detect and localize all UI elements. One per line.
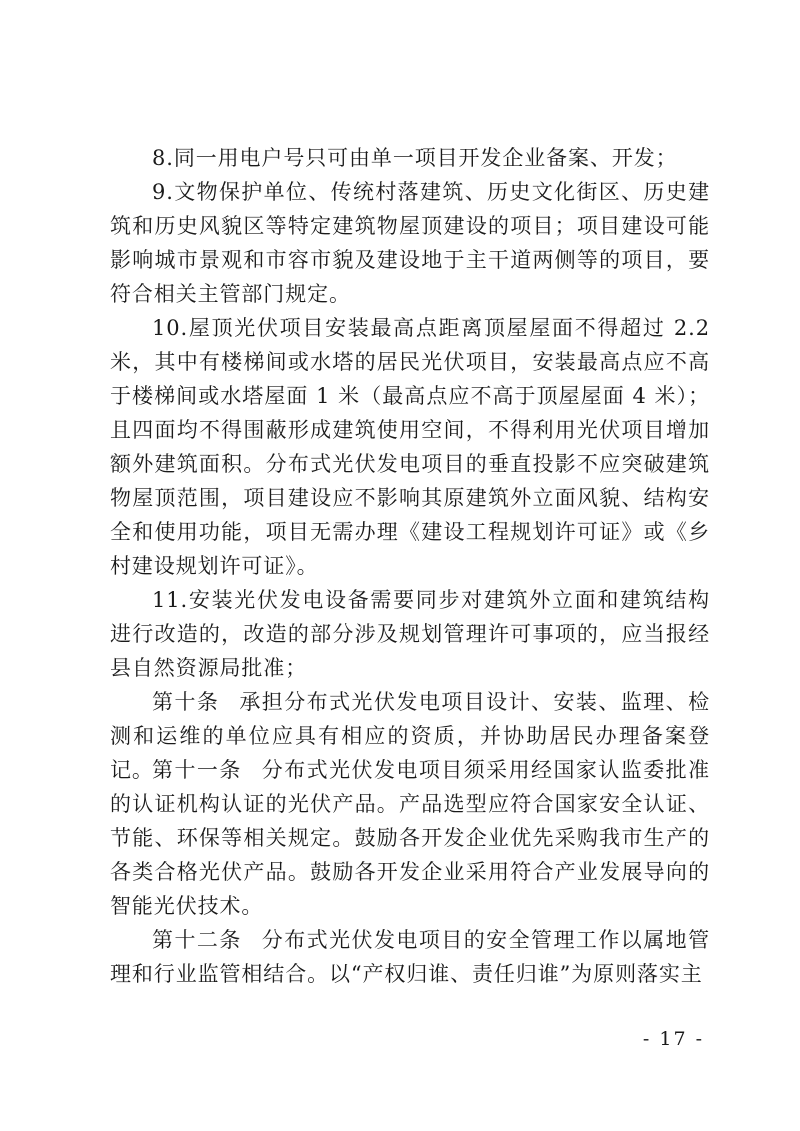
paragraph-item-10: 10.屋顶光伏项目安装最高点距离顶屋屋面不得超过 2.2 米，其中有楼梯间或水塔的居民光伏项目，安装最高点应不高于楼梯间或水塔屋面 1 米（最高点应不高于顶屋屋面 4 米）；且四面均不得围蔽形成建筑使用空间，不得利用光伏项目增加额外建筑面积。分布式光伏发电项目的垂直投影不应突破建筑物屋顶范围，项目建设应不影响其原建筑外立面风貌、结构安全和使用功能，项目无需办理《建设工程规划许可证》或《乡村建设规划许可证》。 (110, 316, 710, 578)
paragraph-item-9: 9.文物保护单位、传统村落建筑、历史文化街区、历史建筑和历史风貌区等特定建筑物屋顶建设的项目；项目建设可能影响城市景观和市容市貌及建设地于主干道两侧等的项目，要符合相关主管部门规定。 (110, 180, 710, 306)
article-11-heading: 第十一条 (152, 758, 242, 782)
paragraph-item-8: 8.同一用电户号只可由单一项目开发企业备案、开发； (152, 146, 678, 170)
article-12-text: 分布式光伏发电项目的安全管理工作以属地管理和行业监管相结合。以“产权归谁、责任归谁”为原则落实主 (110, 928, 710, 986)
page-number: - 17 - (642, 1028, 704, 1050)
article-10-heading: 第十条 (152, 690, 220, 714)
article-12 (110, 923, 710, 991)
article-11-text: 分布式光伏发电项目须采用经国家认监委批准的认证机构认证的光伏产品。产品选型应符合国家安全认证、节能、环保等相关规定。鼓励各开发企业优先采购我市生产的各类合格光伏产品。鼓励各开发企业采用符合产业发展导向的智能光伏技术。 (110, 758, 710, 918)
article-11 (110, 753, 710, 923)
article-12-heading: 第十二条 (152, 928, 242, 952)
article-10-text: 承担分布式光伏发电项目设计、安装、监理、检测和运维的单位应具有相应的资质，并协助居民办理备案登记。 (110, 690, 711, 782)
paragraph-item-11: 11.安装光伏发电设备需要同步对建筑外立面和建筑结构进行改造的，改造的部分涉及规划管理许可事项的，应当报经县自然资源局批准； (110, 588, 710, 680)
